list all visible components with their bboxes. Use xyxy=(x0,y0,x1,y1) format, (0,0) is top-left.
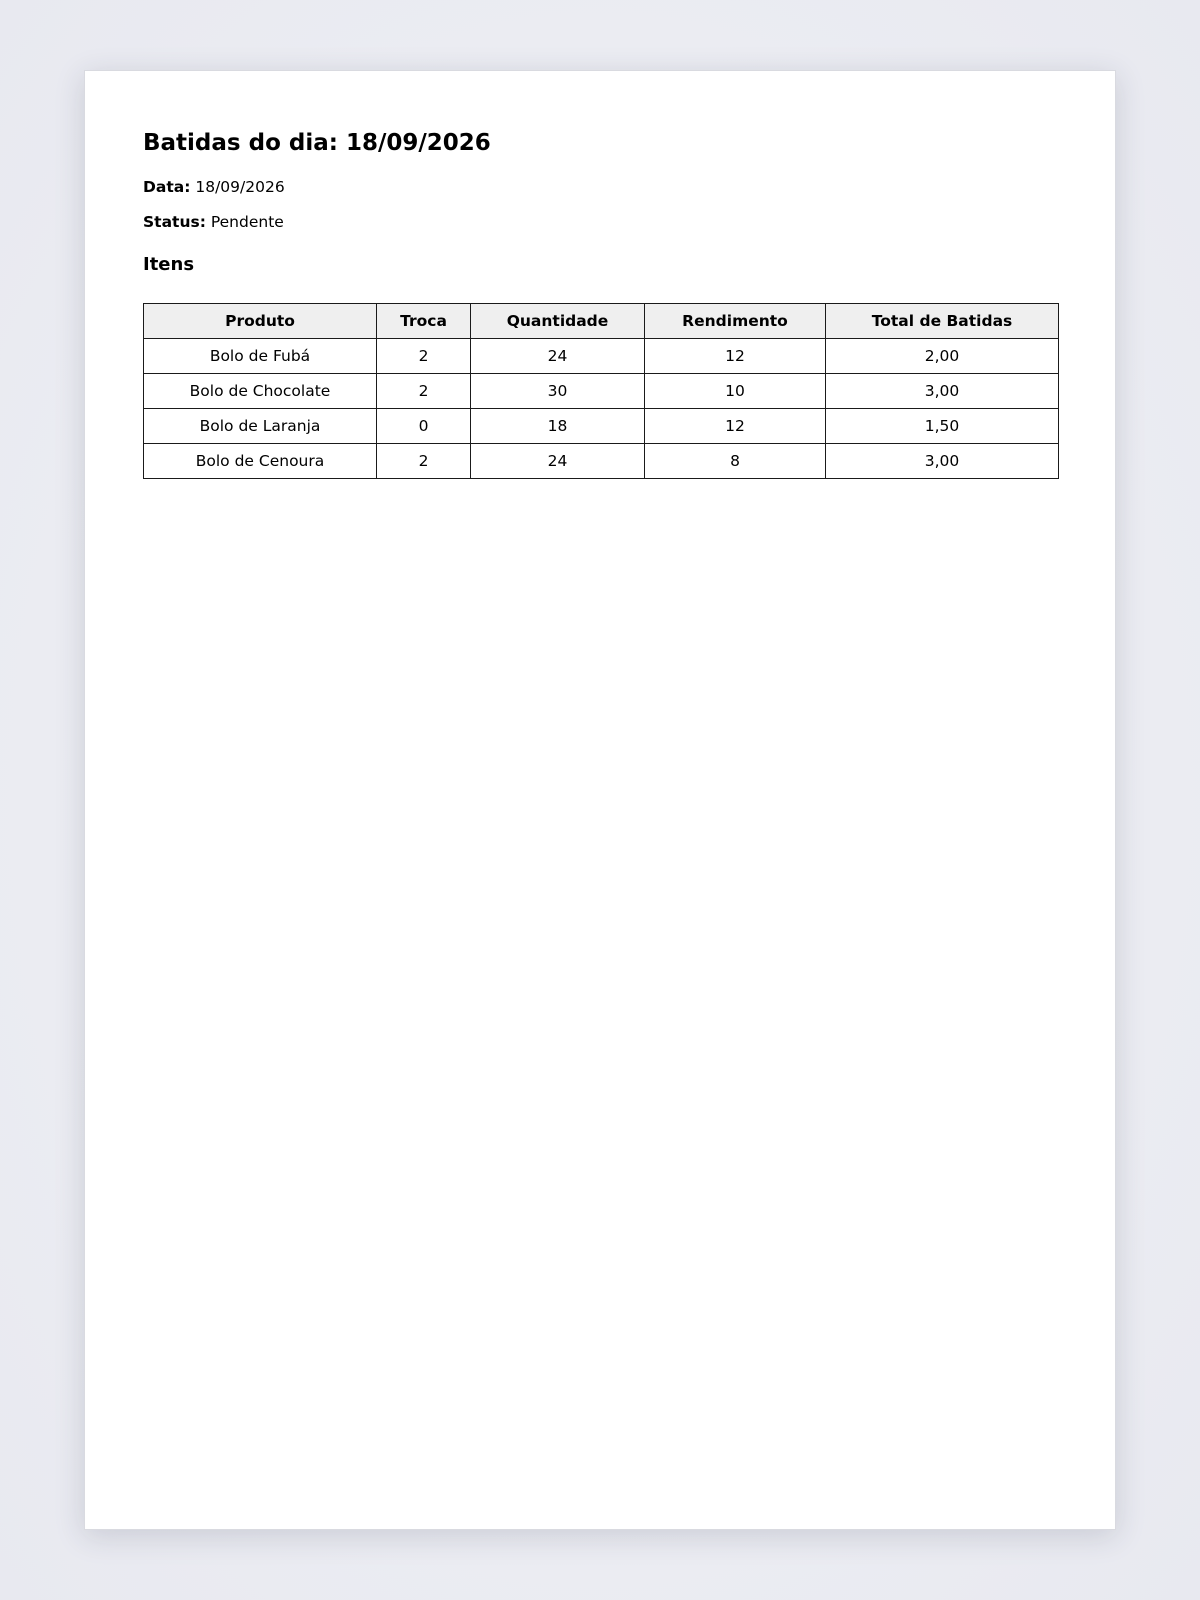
date-label: Data: xyxy=(143,178,191,196)
cell-total-de-batidas: 3,00 xyxy=(826,444,1059,479)
cell-produto: Bolo de Cenoura xyxy=(144,444,377,479)
cell-quantidade: 30 xyxy=(471,374,645,409)
status-field xyxy=(143,212,1057,232)
status-label: Status: xyxy=(143,213,206,231)
cell-rendimento: 12 xyxy=(645,339,826,374)
cell-produto: Bolo de Laranja xyxy=(144,409,377,444)
date-field xyxy=(143,177,1057,197)
cell-quantidade: 18 xyxy=(471,409,645,444)
items-table xyxy=(143,303,1059,479)
cell-troca: 2 xyxy=(377,444,471,479)
status-value: Pendente xyxy=(210,213,284,231)
header-rendimento: Rendimento xyxy=(645,304,826,339)
table-row xyxy=(144,339,1059,374)
cell-produto: Bolo de Fubá xyxy=(144,339,377,374)
document-page xyxy=(84,70,1116,1530)
table-row xyxy=(144,409,1059,444)
header-total-de-batidas: Total de Batidas xyxy=(826,304,1059,339)
cell-total-de-batidas: 1,50 xyxy=(826,409,1059,444)
cell-quantidade: 24 xyxy=(471,339,645,374)
cell-rendimento: 8 xyxy=(645,444,826,479)
cell-total-de-batidas: 2,00 xyxy=(826,339,1059,374)
cell-total-de-batidas: 3,00 xyxy=(826,374,1059,409)
cell-produto: Bolo de Chocolate xyxy=(144,374,377,409)
page-title: Batidas do dia: 18/09/2026 xyxy=(143,130,491,156)
table-row xyxy=(144,444,1059,479)
items-section-title: Itens xyxy=(143,254,195,275)
cell-quantidade: 24 xyxy=(471,444,645,479)
header-quantidade: Quantidade xyxy=(471,304,645,339)
document-content xyxy=(143,129,1057,479)
cell-troca: 2 xyxy=(377,339,471,374)
cell-troca: 0 xyxy=(377,409,471,444)
header-produto: Produto xyxy=(144,304,377,339)
cell-troca: 2 xyxy=(377,374,471,409)
date-value: 18/09/2026 xyxy=(195,178,285,196)
table-header-row xyxy=(144,304,1059,339)
header-troca: Troca xyxy=(377,304,471,339)
cell-rendimento: 12 xyxy=(645,409,826,444)
table-row xyxy=(144,374,1059,409)
cell-rendimento: 10 xyxy=(645,374,826,409)
